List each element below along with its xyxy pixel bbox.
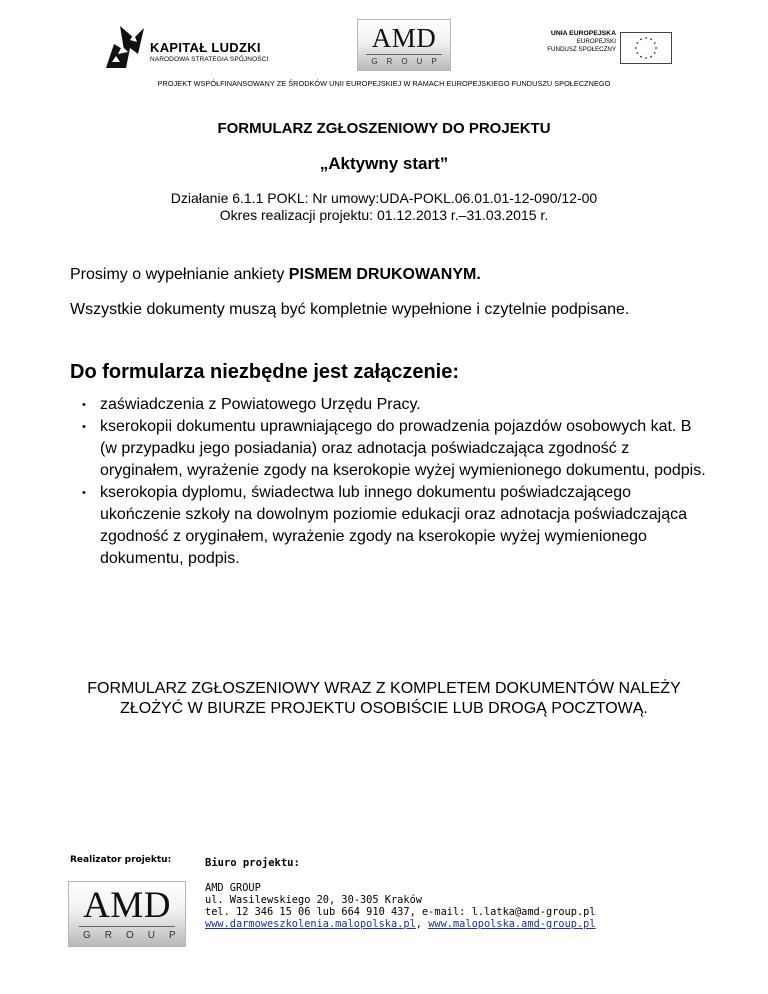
submission-note: FORMULARZ ZGŁOSZENIOWY WRAZ Z KOMPLETEM DOKUMENTÓW NALEŻY ZŁOŻYĆ W BIURZE PROJEKTU OSOBIŚCIE LUB DROGĄ POCZTOWĄ. <box>87 680 681 717</box>
attachment-text: kserokopii dokumentu uprawniającego do prowadzenia pojazdów osobowych kat. B (w przypadku jego posiadania) oraz adnotacja poświadczająca zgodność z oryginałem, wyrażenie zgody na kserokopie wyżej wymienionego dokumentu, podpis. <box>100 418 706 479</box>
bullet-icon: • <box>82 421 86 433</box>
amd-logo-word: AMD <box>371 23 437 53</box>
amd-logo-divider <box>79 926 175 927</box>
attachment-text: zaświadczenia z Powiatowego Urzędu Pracy. <box>100 396 421 413</box>
action-line: Działanie 6.1.1 POKL: Nr umowy:UDA-POKL.06.01.01-12-090/12-00 <box>170 190 598 206</box>
amd-logo-divider <box>366 54 442 55</box>
project-name: „Aktywny start” <box>319 154 449 173</box>
kapital-ludzki-subtitle: NARODOWA STRATEGIA SPÓJNOŚCI <box>150 56 269 63</box>
attachment-text: kserokopia dyplomu, świadectwa lub innego dokumentu poświadczającego ukończenie szkoły na dowolnym poziomie edukacji oraz adnotacja poświadczająca zgodność z oryginałem, wyrażenie zgody na kserokopie wyżej wymienionego dokumentu, podpis. <box>100 484 687 567</box>
form-title: FORMULARZ ZGŁOSZENIOWY DO PROJEKTU <box>217 120 551 137</box>
fill-request-emphasis: PISMEM DRUKOWANYM. <box>288 266 481 283</box>
attachments-heading: Do formularza niezbędne jest załączenie: <box>70 361 459 383</box>
project-details <box>0 190 768 224</box>
link-separator: , <box>415 918 429 930</box>
company-name: AMD GROUP <box>205 882 261 894</box>
amd-logo-group: GROUP <box>83 930 190 941</box>
fill-request <box>70 266 481 284</box>
eu-line-3: FUNDUSZ SPOŁECZNY <box>547 46 616 54</box>
office-address: ul. Wasilewskiego 20, 30-305 Kraków <box>205 894 422 906</box>
completeness-note: Wszystkie dokumenty muszą być kompletnie wypełnione i czytelnie podpisane. <box>70 301 630 318</box>
cofinancing-note: PROJEKT WSPÓŁFINANSOWANY ZE ŚRODKÓW UNII EUROPEJSKIEJ W RAMACH EUROPEJSKIEGO FUNDUSZU SPOŁECZNEGO <box>157 79 611 88</box>
kapital-ludzki-emblem-icon <box>104 24 146 68</box>
amd-logo-group: GROUP <box>371 57 446 66</box>
office-contact-line: tel. 12 346 15 06 lub 664 910 437, e-mail: l.latka@amd-group.pl <box>205 906 596 918</box>
eu-line-2: EUROPEJSKI <box>576 38 616 46</box>
eu-logo <box>547 30 672 64</box>
kapital-ludzki-title: KAPITAŁ LUDZKI <box>150 40 261 55</box>
period-line: Okres realizacji projektu: 01.12.2013 r.–31.03.2015 r. <box>219 207 549 223</box>
list-item <box>70 482 710 570</box>
footer-amd-logo <box>68 881 190 947</box>
eu-logo-text <box>547 30 616 55</box>
realizator-label: Realizator projektu: <box>70 855 172 865</box>
amd-group-logo <box>357 19 451 71</box>
office-label: Biuro projektu: <box>205 857 300 869</box>
amd-logo-word: AMD <box>83 885 171 926</box>
kapital-ludzki-logo <box>104 24 284 70</box>
website-links <box>205 918 596 930</box>
list-item <box>70 394 710 416</box>
eu-flag-icon <box>620 32 672 64</box>
website-link-1[interactable]: www.darmoweszkolenia.malopolska.pl <box>205 918 416 930</box>
bullet-icon: • <box>82 399 86 411</box>
office-contact <box>205 882 596 930</box>
list-item <box>70 416 710 482</box>
bullet-icon: • <box>82 487 86 499</box>
fill-request-text: Prosimy o wypełnianie ankiety <box>70 266 289 283</box>
website-link-2[interactable]: www.malopolska.amd-group.pl <box>428 918 596 930</box>
attachments-list <box>70 394 710 570</box>
eu-line-1: UNIA EUROPEJSKA <box>550 30 616 37</box>
